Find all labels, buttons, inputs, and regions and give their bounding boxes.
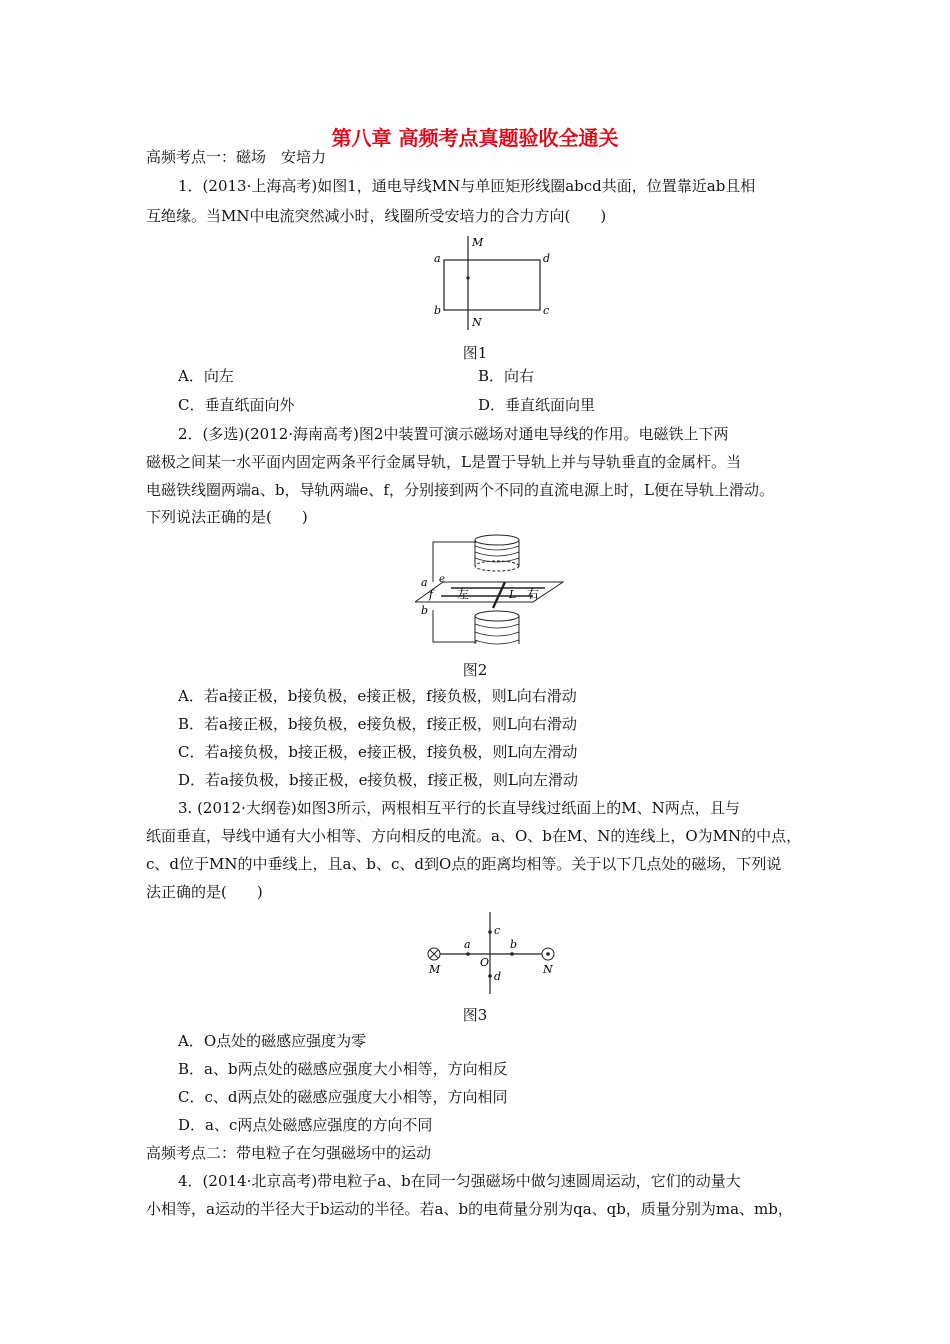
q3-option-d: D．a、c两点处磁感应强度的方向不同 — [178, 1116, 433, 1134]
fig2-label-f: f — [429, 588, 434, 601]
fig3-label-c: c — [494, 924, 501, 937]
q2-option-a: A．若a接正极，b接负极，e接正极，f接负极，则L向右滑动 — [178, 687, 577, 705]
figure-1-caption: 图1 — [462, 344, 488, 362]
q3-stem-line-2: 纸面垂直，导线中通有大小相等、方向相反的电流。a、O、b在M、N的连线上，O为MN的中点， — [146, 827, 802, 845]
q1-stem-line-2: 互绝缘。当MN中电流突然减小时，线圈所受安培力的合力方向( ) — [146, 207, 607, 225]
fig1-label-a: a — [434, 252, 441, 265]
chapter-title: 第八章 高频考点真题验收全通关 — [331, 126, 619, 150]
q2-option-d: D．若a接负极，b接正极，e接负极，f接正极，则L向左滑动 — [178, 771, 578, 789]
section-heading-1: 高频考点一：磁场 安培力 — [146, 148, 327, 166]
fig2-label-b: b — [421, 604, 429, 617]
fig2-label-l: L — [509, 588, 517, 601]
fig1-label-d: d — [543, 252, 551, 265]
fig3-label-b: b — [510, 938, 518, 951]
q3-stem-line-4: 法正确的是( ) — [146, 883, 263, 901]
q2-stem-line-1: 2．(多选)(2012·海南高考)图2中装置可演示磁场对通电导线的作用。电磁铁上下两 — [178, 425, 729, 443]
fig2-label-e: e — [439, 574, 445, 585]
figure-2-diagram — [415, 532, 565, 650]
figure-1-diagram — [420, 230, 560, 340]
rectangular-coil — [444, 260, 540, 310]
fig1-label-b: b — [434, 304, 442, 317]
q3-option-a: A．O点处的磁感应强度为零 — [178, 1032, 367, 1050]
fig2-label-right: 右 — [527, 587, 540, 601]
q2-stem-line-2: 磁极之间某一水平面内固定两条平行金属导轨，L是置于导轨上并与导轨垂直的金属杆。当 — [146, 453, 741, 471]
q1-option-a: A．向左 — [178, 367, 234, 385]
fig3-label-n: N — [543, 963, 553, 976]
section-heading-2: 高频考点二：带电粒子在匀强磁场中的运动 — [146, 1144, 432, 1162]
q2-option-c: C．若a接负极，b接正极，e接正极，f接负极，则L向左滑动 — [178, 743, 578, 761]
q2-option-b: B．若a接正极，b接负极，e接负极，f接正极，则L向右滑动 — [178, 715, 577, 733]
q3-option-b: B．a、b两点处的磁感应强度大小相等，方向相反 — [178, 1060, 508, 1078]
q1-stem-line-1: 1．(2013·上海高考)如图1，通电导线MN与单匝矩形线圈abcd共面，位置靠近ab且相 — [178, 177, 756, 195]
fig3-label-o: O — [480, 956, 490, 969]
q2-stem-line-4: 下列说法正确的是( ) — [146, 508, 308, 526]
q1-option-c: C．垂直纸面向外 — [178, 396, 295, 414]
q3-option-c: C．c、d两点处的磁感应强度大小相等，方向相同 — [178, 1088, 508, 1106]
q1-option-b: B．向右 — [478, 367, 535, 385]
fig2-label-left: 左 — [457, 587, 470, 601]
figure-3-diagram — [420, 910, 560, 996]
fig3-label-a: a — [464, 938, 471, 951]
q1-option-d: D．垂直纸面向里 — [478, 396, 596, 414]
fig1-label-n: N — [472, 316, 482, 329]
q4-stem-line-1: 4．(2014·北京高考)带电粒子a、b在同一匀强磁场中做匀速圆周运动，它们的动量大 — [178, 1172, 741, 1190]
q4-stem-line-2: 小相等，a运动的半径大于b运动的半径。若a、b的电荷量分别为qa、qb，质量分别为ma、mb， — [146, 1200, 793, 1218]
fig1-label-c: c — [543, 304, 550, 317]
fig3-label-d: d — [494, 970, 502, 983]
fig2-label-a: a — [421, 576, 428, 589]
fig1-label-m: M — [472, 236, 484, 249]
q3-stem-line-3: c、d位于MN的中垂线上，且a、b、c、d到O点的距离均相等。关于以下几点处的磁场，下列说 — [146, 855, 782, 873]
q3-stem-line-1: 3. (2012·大纲卷)如图3所示，两根相互平行的长直导线过纸面上的M、N两点，且与 — [178, 799, 740, 817]
figure-2-caption: 图2 — [462, 661, 488, 679]
fig3-label-m: M — [429, 963, 441, 976]
q2-stem-line-3: 电磁铁线圈两端a、b，导轨两端e、f，分别接到两个不同的直流电源上时，L便在导轨上滑动。 — [146, 481, 774, 499]
figure-3-caption: 图3 — [462, 1006, 488, 1024]
